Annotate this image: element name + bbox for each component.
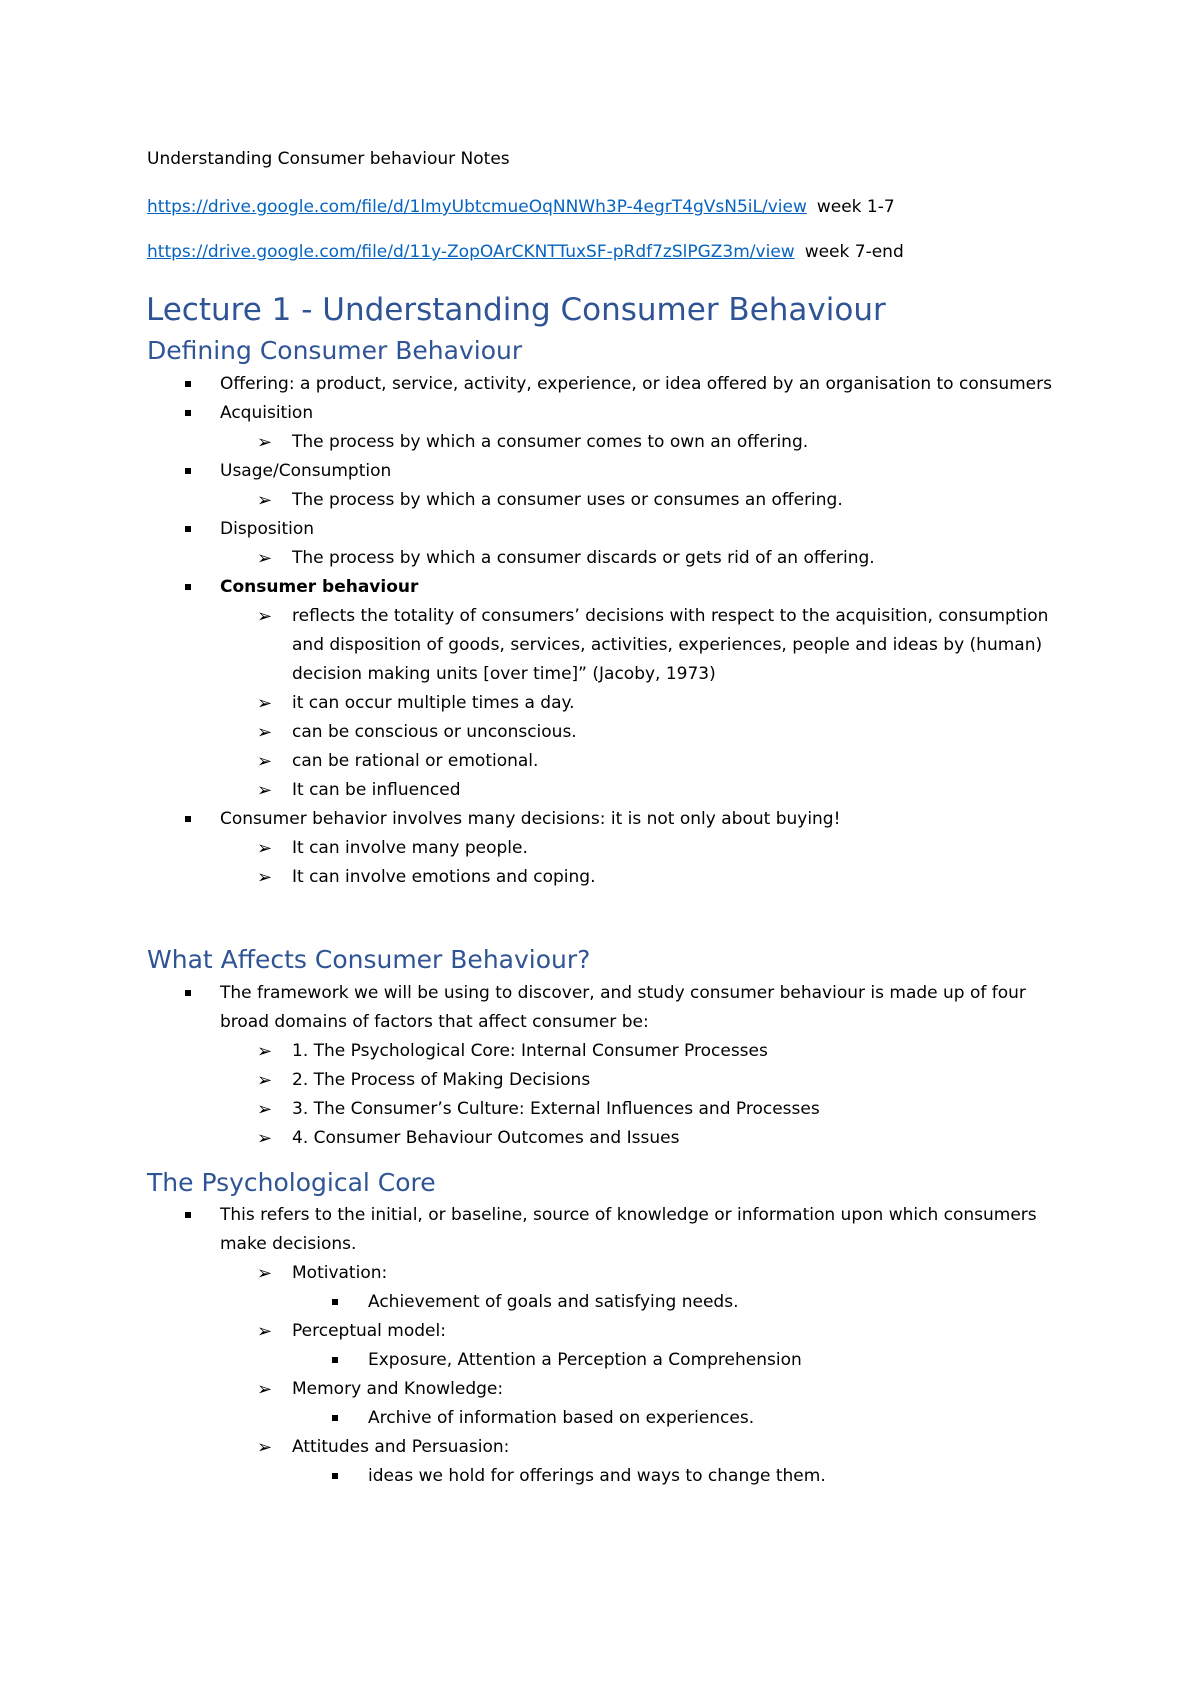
sub-list-item <box>257 863 1065 892</box>
sub-list-item <box>257 1375 1065 1433</box>
arrow-bullet-icon: ➢ <box>257 722 273 743</box>
core-list <box>185 1201 1065 1491</box>
arrow-bullet-icon: ➢ <box>257 1099 273 1120</box>
domain-text: 4. Consumer Behaviour Outcomes and Issues <box>292 1128 680 1148</box>
drive-link-week-7-end[interactable]: https://drive.google.com/file/d/11y-ZopOArCKNTTuxSF-pRdf7zSlPGZ3m/view <box>147 242 795 262</box>
square-bullet-icon <box>185 381 191 387</box>
list-item <box>185 370 1065 399</box>
consumer-behaviour-label: Consumer behaviour <box>220 577 419 597</box>
core-item-detail: Archive of information based on experiences. <box>368 1408 755 1428</box>
arrow-bullet-icon: ➢ <box>257 548 273 569</box>
sub-list-item <box>257 1433 1065 1491</box>
arrow-bullet-icon: ➢ <box>257 1437 273 1458</box>
core-item-detail: Exposure, Attention a Perception a Comprehension <box>368 1350 802 1370</box>
cb-detail: it can occur multiple times a day. <box>292 693 575 713</box>
drive-link-line-1 <box>147 196 895 218</box>
arrow-bullet-icon: ➢ <box>257 780 273 801</box>
cb-detail: can be rational or emotional. <box>292 751 539 771</box>
list-item <box>185 515 1065 573</box>
square-bullet-icon <box>332 1299 338 1305</box>
sub-sub-list-item <box>332 1288 1065 1317</box>
acquisition-label: Acquisition <box>220 403 314 423</box>
core-item-detail: ideas we hold for offerings and ways to change them. <box>368 1466 826 1486</box>
square-bullet-icon <box>185 468 191 474</box>
square-bullet-icon <box>332 1415 338 1421</box>
list-item <box>185 1201 1065 1491</box>
section-heading-affects: What Affects Consumer Behaviour? <box>147 945 591 974</box>
list-item <box>185 457 1065 515</box>
sub-list-item <box>257 1095 1065 1124</box>
core-item-label: Motivation: <box>292 1263 388 1283</box>
sub-sub-list-item <box>332 1404 1065 1433</box>
list-item <box>185 979 1065 1153</box>
decisions-detail: It can involve emotions and coping. <box>292 867 596 887</box>
square-bullet-icon <box>185 1212 191 1218</box>
square-bullet-icon <box>185 526 191 532</box>
sub-sub-list-item <box>332 1346 1065 1375</box>
decisions-label: Consumer behavior involves many decisions: it is not only about buying! <box>220 809 841 829</box>
affects-list <box>185 979 1065 1153</box>
defining-list <box>185 370 1065 892</box>
link-suffix: week 1-7 <box>816 197 895 217</box>
section-heading-defining: Defining Consumer Behaviour <box>147 336 523 365</box>
arrow-bullet-icon: ➢ <box>257 867 273 888</box>
drive-link-week-1-7[interactable]: https://drive.google.com/file/d/1lmyUbtcmueOqNNWh3P-4egrT4gVsN5iL/view <box>147 197 807 217</box>
arrow-bullet-icon: ➢ <box>257 606 273 627</box>
usage-label: Usage/Consumption <box>220 461 392 481</box>
cb-detail: It can be influenced <box>292 780 461 800</box>
link-suffix: week 7-end <box>804 242 904 262</box>
list-item <box>185 573 1065 805</box>
lecture-title: Lecture 1 - Understanding Consumer Behaviour <box>146 292 886 328</box>
notes-title: Understanding Consumer behaviour Notes <box>147 149 510 169</box>
core-item-label: Memory and Knowledge: <box>292 1379 504 1399</box>
sub-list-item <box>257 1317 1065 1375</box>
sub-list-item <box>257 1124 1065 1153</box>
arrow-bullet-icon: ➢ <box>257 1128 273 1149</box>
square-bullet-icon <box>185 990 191 996</box>
domain-text: 1. The Psychological Core: Internal Consumer Processes <box>292 1041 768 1061</box>
sub-list-item <box>257 776 1065 805</box>
sub-sub-list-item <box>332 1462 1065 1491</box>
sub-list-item <box>257 428 1065 457</box>
section-heading-core: The Psychological Core <box>147 1168 436 1197</box>
domain-text: 3. The Consumer’s Culture: External Influences and Processes <box>292 1099 820 1119</box>
square-bullet-icon <box>185 816 191 822</box>
sub-list-item <box>257 1037 1065 1066</box>
cb-detail: can be conscious or unconscious. <box>292 722 577 742</box>
sub-list-item <box>257 544 1065 573</box>
square-bullet-icon <box>185 410 191 416</box>
framework-text: The framework we will be using to discover, and study consumer behaviour is made up of four broad domains of factors that affect consumer be: <box>220 983 1026 1032</box>
square-bullet-icon <box>332 1357 338 1363</box>
sub-list-item <box>257 1259 1065 1317</box>
arrow-bullet-icon: ➢ <box>257 432 273 453</box>
arrow-bullet-icon: ➢ <box>257 838 273 859</box>
arrow-bullet-icon: ➢ <box>257 1041 273 1062</box>
arrow-bullet-icon: ➢ <box>257 1070 273 1091</box>
arrow-bullet-icon: ➢ <box>257 1263 273 1284</box>
decisions-detail: It can involve many people. <box>292 838 528 858</box>
core-item-label: Perceptual model: <box>292 1321 446 1341</box>
square-bullet-icon <box>185 584 191 590</box>
domain-text: 2. The Process of Making Decisions <box>292 1070 591 1090</box>
arrow-bullet-icon: ➢ <box>257 1379 273 1400</box>
cb-detail: reflects the totality of consumers’ decisions with respect to the acquisition, consumption and disposition of goods, services, activities, experiences, people and ideas by (human) decision making units [over time]” (Jacoby, 1973) <box>292 606 1049 684</box>
list-item <box>185 805 1065 892</box>
sub-list-item <box>257 747 1065 776</box>
acquisition-detail: The process by which a consumer comes to own an offering. <box>292 432 809 452</box>
arrow-bullet-icon: ➢ <box>257 693 273 714</box>
disposition-label: Disposition <box>220 519 315 539</box>
sub-list-item <box>257 834 1065 863</box>
arrow-bullet-icon: ➢ <box>257 490 273 511</box>
sub-list-item <box>257 486 1065 515</box>
arrow-bullet-icon: ➢ <box>257 1321 273 1342</box>
square-bullet-icon <box>332 1473 338 1479</box>
sub-list-item <box>257 689 1065 718</box>
list-item <box>185 399 1065 457</box>
arrow-bullet-icon: ➢ <box>257 751 273 772</box>
drive-link-line-2 <box>147 241 904 263</box>
core-item-label: Attitudes and Persuasion: <box>292 1437 510 1457</box>
core-intro-text: This refers to the initial, or baseline, source of knowledge or information upon which consumers make decisions. <box>220 1205 1037 1254</box>
sub-list-item <box>257 1066 1065 1095</box>
core-item-detail: Achievement of goals and satisfying needs. <box>368 1292 739 1312</box>
sub-list-item <box>257 602 1065 689</box>
usage-detail: The process by which a consumer uses or consumes an offering. <box>292 490 843 510</box>
offering-text: Offering: a product, service, activity, experience, or idea offered by an organisation to consumers <box>220 374 1052 394</box>
disposition-detail: The process by which a consumer discards or gets rid of an offering. <box>292 548 875 568</box>
sub-list-item <box>257 718 1065 747</box>
